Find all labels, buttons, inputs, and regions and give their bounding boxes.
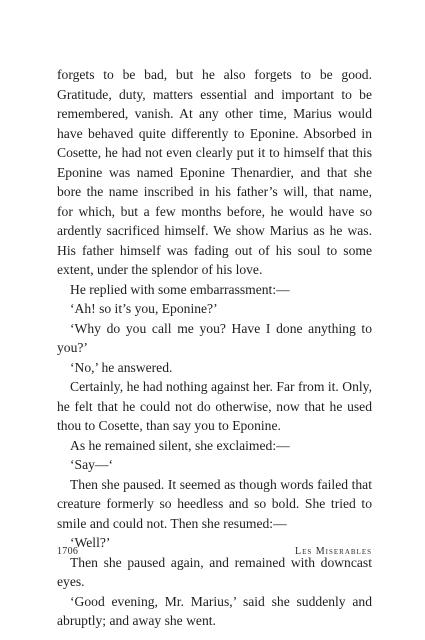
paragraph-12: ‘Good evening, Mr. Marius,’ said she suddenly and abruptly; and away she went.: [57, 593, 372, 628]
paragraph-1: forgets to be bad, but he also forgets to be good. Gratitude, duty, matters essential and important to be remembered, vanish. At any other time, Marius would have behaved quite differently to Eponine. Absorbed in Cosette, he had not even clearly put it to himself that this Eponine was named Eponine Thenardier, and that she bore the name inscribed in his father’s will, that name, for which, but a few months before, he would have so ardently sacrificed himself. We show Marius as he was. His father himself was fading out of his soul to some extent, under the splendor of his love.: [57, 67, 372, 277]
paragraph-7: As he remained silent, she exclaimed:—: [70, 437, 290, 453]
paragraph-6: Certainly, he had nothing against her. Far from it. Only, he felt that he could not do otherwise, now that he used thou to Cosette, than say you to Eponine.: [57, 379, 372, 433]
paragraph-9: Then she paused. It seemed as though words failed that creature formerly so heedless and so bold. She tried to smile and could not. Then she resumed:—: [57, 476, 372, 531]
paragraph-2: He replied with some embarrassment:—: [70, 281, 290, 297]
paragraph-4: ‘Why do you call me you? Have I done anything to you?’: [57, 320, 372, 355]
running-title: Les Miserables: [294, 546, 372, 557]
paragraph-8: ‘Say—‘: [70, 457, 114, 472]
paragraph-10: ‘Well?’: [70, 535, 111, 550]
paragraph-11: Then she paused again, and remained with downcast eyes.: [57, 554, 372, 589]
page-number: 1706: [57, 546, 79, 557]
paragraph-5: ‘No,’ he answered.: [70, 359, 173, 375]
paragraph-3: ‘Ah! so it’s you, Eponine?’: [70, 301, 218, 316]
